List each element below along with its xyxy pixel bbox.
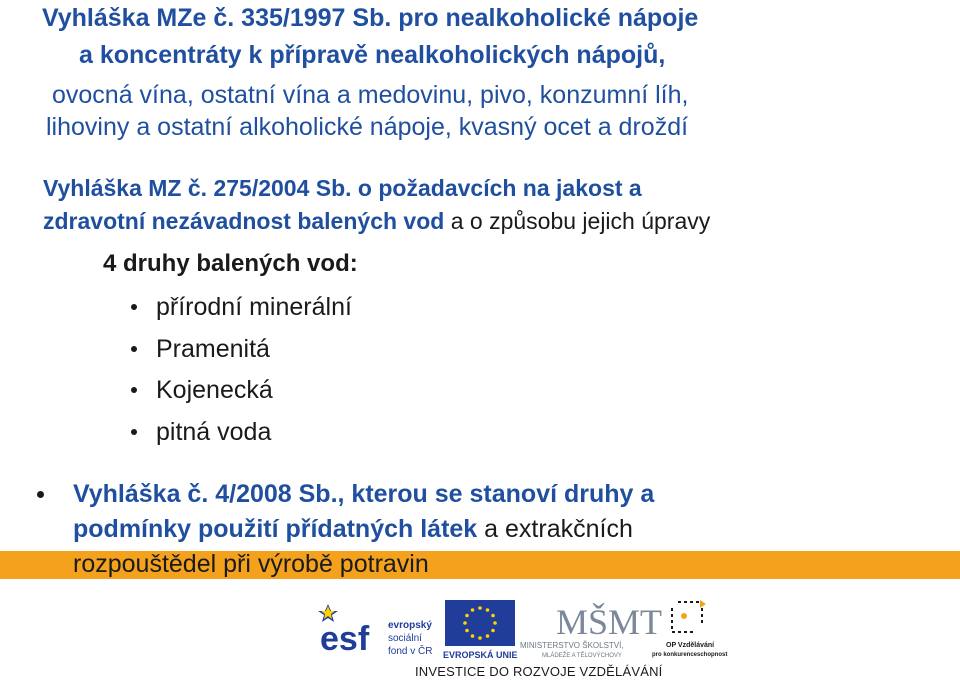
decree-title-2-rest: a o způsobu jejich úpravy [444,208,711,234]
msmt-text-2: MLÁDEŽE A TĚLOVÝCHOVY [542,653,622,659]
decree-title-2: Vyhláška MZ č. 275/2004 Sb. o požadavcích na jakost a [43,175,642,201]
decree-desc-1-line2: lihoviny a ostatní alkoholické nápoje, kvasný ocet a droždí [46,113,689,141]
decree-title-3: Vyhláška č. 4/2008 Sb., kterou se stanoví druhy a [73,480,655,508]
eu-star-icon [493,621,497,625]
eu-star-icon [463,621,467,625]
msmt-logo [520,596,663,660]
bullet-icon [131,304,137,310]
decree-title-1-cont: a koncentráty k přípravě nealkoholických nápojů, [79,41,666,69]
eu-star-icon [478,606,482,610]
esf-text-1: evropský [388,620,432,631]
eu-star-icon [465,614,469,618]
decree-title-3-rest: a extrakčních [477,515,633,543]
list-item: Pramenitá [156,335,270,363]
decree-title-1: Vyhláška MZe č. 335/1997 Sb. pro nealkoholické nápoje [42,4,699,32]
eu-star-icon [478,636,482,640]
esf-letters: esf [320,620,370,658]
bullet-icon [131,346,137,352]
eu-star-icon [486,634,490,638]
esf-logo [318,600,438,660]
msmt-text-1: MINISTERSTVO ŠKOLSTVÍ, [520,641,624,650]
water-types-heading: 4 druhy balených vod: [103,250,358,277]
esf-text-3: fond v ČR [388,646,433,657]
decree-title-3-end: rozpouštědel při výrobě potravin [73,550,429,578]
list-item: Kojenecká [156,376,273,404]
footer-slogan: INVESTICE DO ROZVOJE VZDĚLÁVÁNÍ [415,664,663,679]
eu-star-icon [471,608,475,612]
eu-logo [443,600,519,660]
decree-title-3-cont [73,514,633,544]
msmt-letters: MŠMT [556,602,663,642]
eu-star-icon [491,614,495,618]
esf-text-2: sociální [388,633,422,644]
eu-star-icon [486,608,490,612]
decree-title-2-cont [43,206,710,236]
eu-star-icon [471,634,475,638]
decree-title-2-bold: zdravotní nezávadnost balených vod [43,208,445,234]
eu-star-icon [465,629,469,633]
decree-desc-1-line1: ovocná vína, ostatní vína a medovinu, pivo, konzumní líh, [52,81,689,109]
eu-text: EVROPSKÁ UNIE [443,650,518,660]
bullet-icon [131,387,137,393]
eu-star-icon [491,629,495,633]
op-logo [652,598,728,660]
list-item: přírodní minerální [156,293,352,321]
bullet-icon [37,491,44,498]
bullet-icon [131,429,137,435]
decree-title-3-bold: podmínky použití přídatných látek [73,515,478,543]
list-item: pitná voda [156,418,272,446]
op-text-2: pro konkurenceschopnost [652,652,728,658]
op-text-1: OP Vzdělávání [666,642,715,649]
